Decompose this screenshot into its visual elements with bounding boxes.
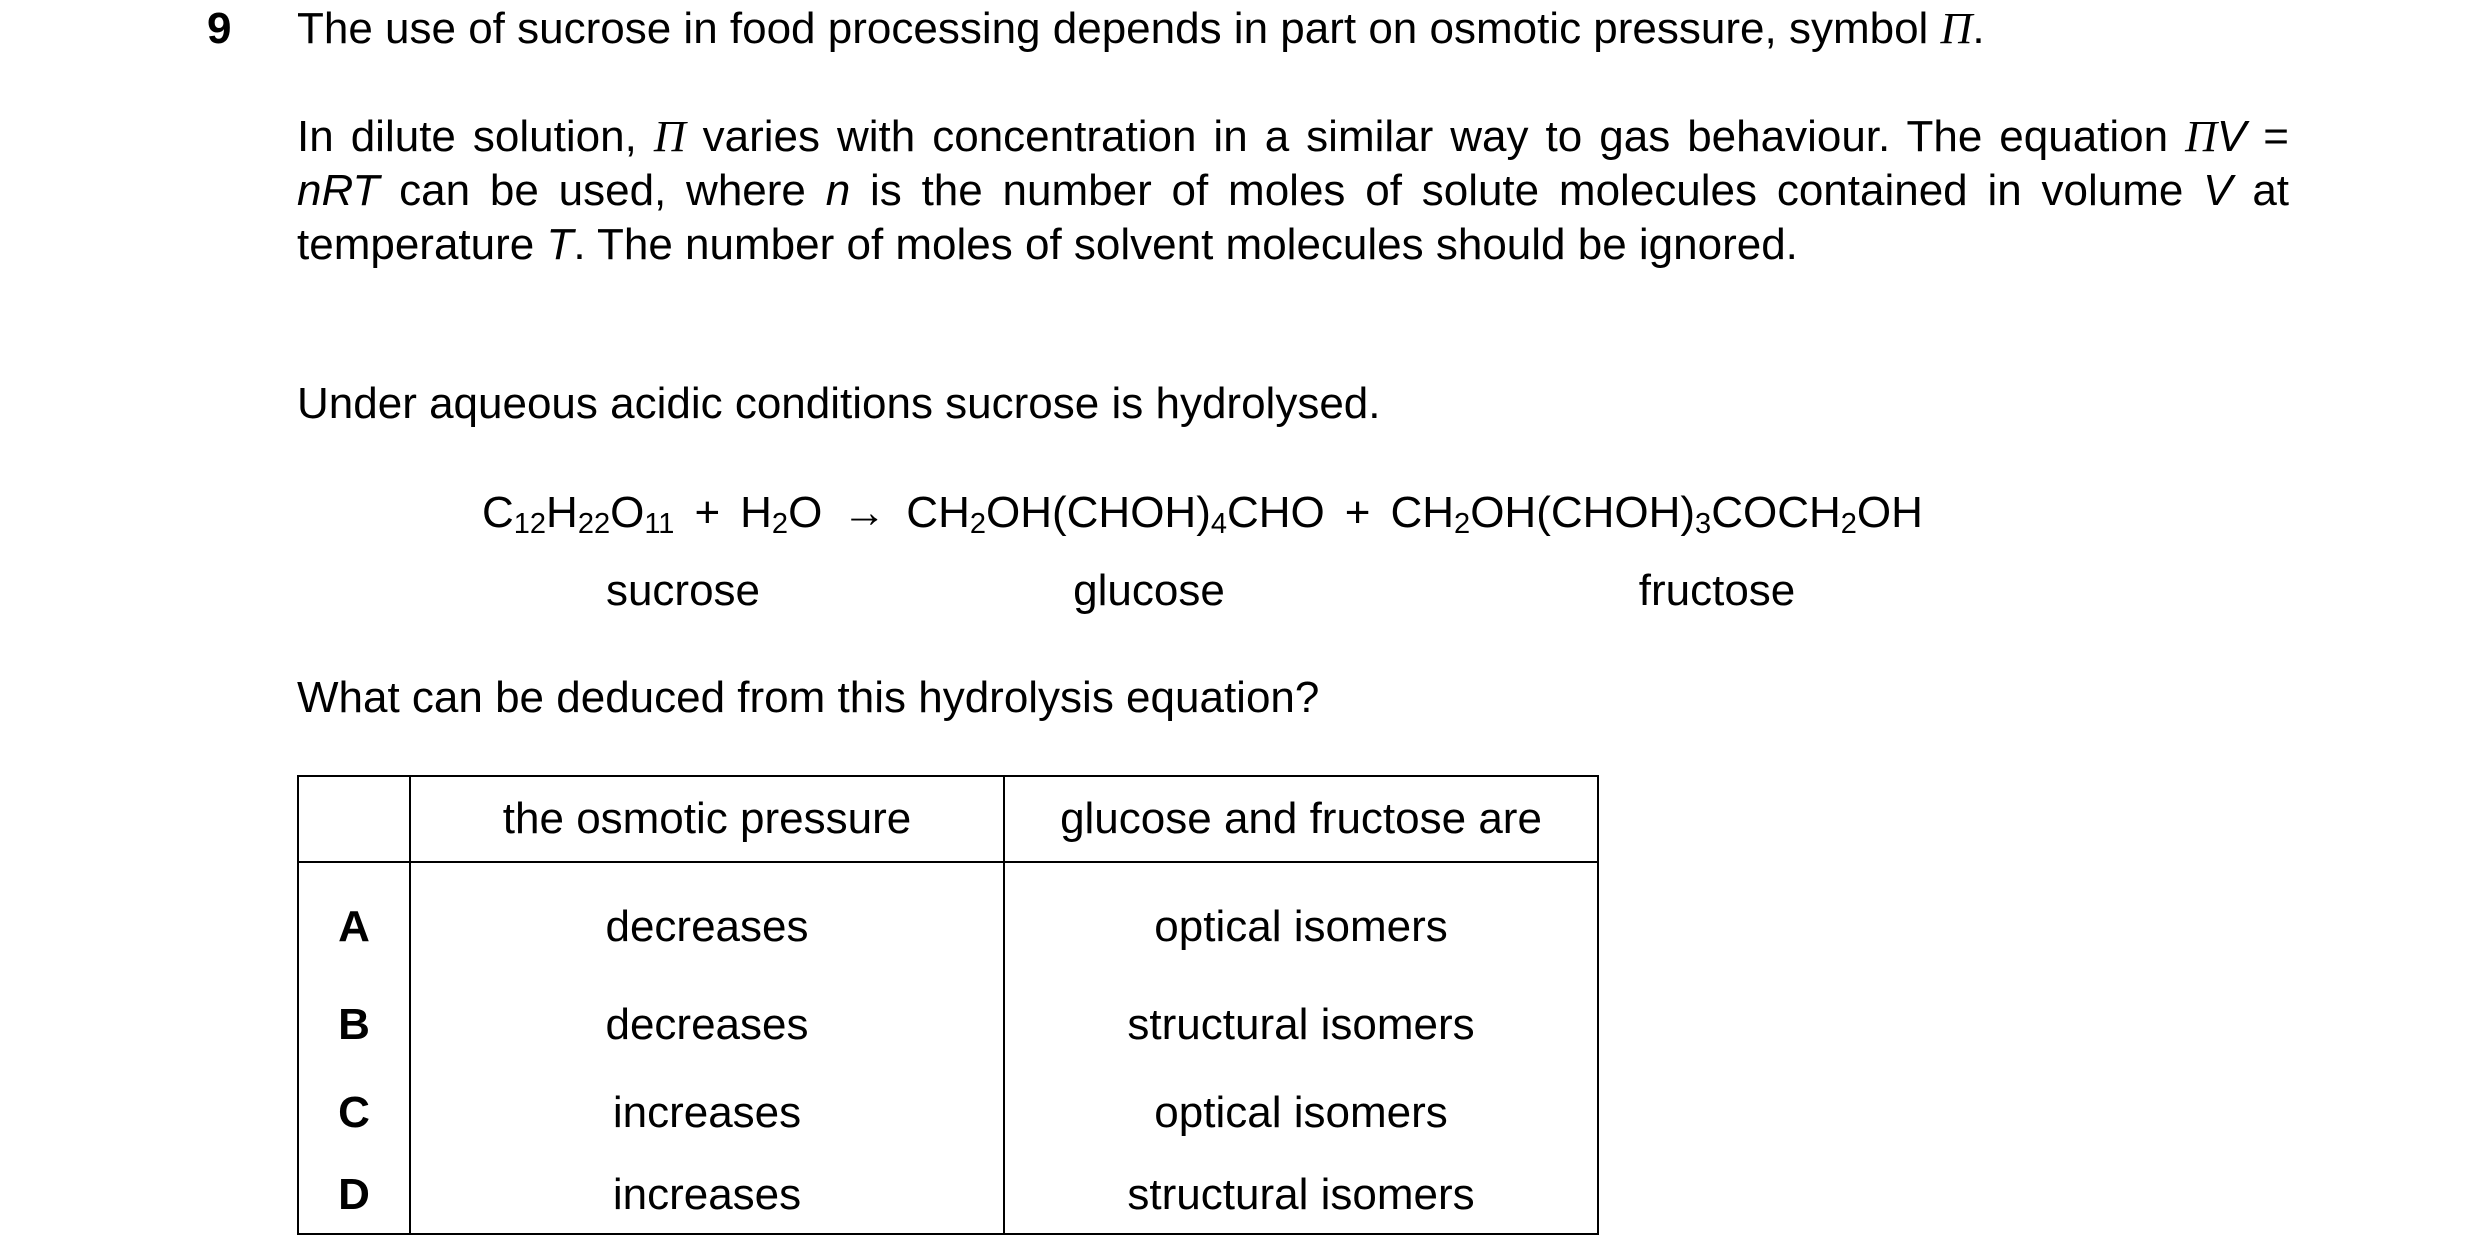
- option-pressure: increases: [410, 1157, 1004, 1234]
- option-isomers: structural isomers: [1004, 981, 1598, 1069]
- plus-sign: +: [1344, 488, 1371, 537]
- option-row-b[interactable]: [298, 981, 1598, 1069]
- option-pressure: increases: [410, 1069, 1004, 1157]
- reaction-arrow: →: [842, 488, 887, 537]
- option-letter: A: [298, 862, 410, 981]
- option-letter: D: [298, 1157, 410, 1234]
- option-letter: B: [298, 981, 410, 1069]
- question-prompt: What can be deduced from this hydrolysis equation?: [297, 673, 1320, 722]
- option-pressure: decreases: [410, 981, 1004, 1069]
- answer-options-table: [297, 775, 1599, 1235]
- question-intro: The use of sucrose in food processing depends in part on osmotic pressure, symbol Π.: [297, 4, 1985, 53]
- osmotic-pressure-symbol: Π: [1940, 4, 1973, 53]
- sucrose-formula: $C_{12}H_{22}O_{11}$: [482, 488, 675, 540]
- hydrolysis-statement: Under aqueous acidic conditions sucrose is hydrolysed.: [297, 379, 1381, 428]
- option-row-a[interactable]: [298, 862, 1598, 981]
- option-row-d[interactable]: [298, 1157, 1598, 1234]
- option-row-c[interactable]: [298, 1069, 1598, 1157]
- header-isomers: glucose and fructose are: [1004, 776, 1598, 862]
- hydrolysis-equation: [482, 486, 1923, 540]
- option-letter: C: [298, 1069, 410, 1157]
- plus-sign: +: [694, 488, 721, 537]
- question-number: 9: [207, 4, 232, 53]
- water-formula: $H_2O$: [740, 488, 823, 540]
- option-isomers: optical isomers: [1004, 862, 1598, 981]
- header-osmotic-pressure: the osmotic pressure: [410, 776, 1004, 862]
- option-isomers: optical isomers: [1004, 1069, 1598, 1157]
- table-header-row: [298, 776, 1598, 862]
- option-pressure: decreases: [410, 862, 1004, 981]
- glucose-formula: $CH_2OH(CHOH)_4CHO$: [906, 488, 1325, 540]
- fructose-label: fructose: [1638, 566, 1796, 615]
- option-isomers: structural isomers: [1004, 1157, 1598, 1234]
- fructose-formula: $CH_2OH(CHOH)_3COCH_2OH$: [1390, 488, 1923, 540]
- glucose-label: glucose: [1073, 566, 1225, 615]
- header-blank-cell: [298, 776, 410, 862]
- gas-law-paragraph: In dilute solution, Π varies with concentration in a similar way to gas behaviour. The equation ΠV = nRT can be used, where n is the number of moles of solute molecules contained in volume V at temperature T. The number of moles of solvent molecules should be ignored.: [297, 112, 2290, 269]
- sucrose-label: sucrose: [605, 566, 761, 615]
